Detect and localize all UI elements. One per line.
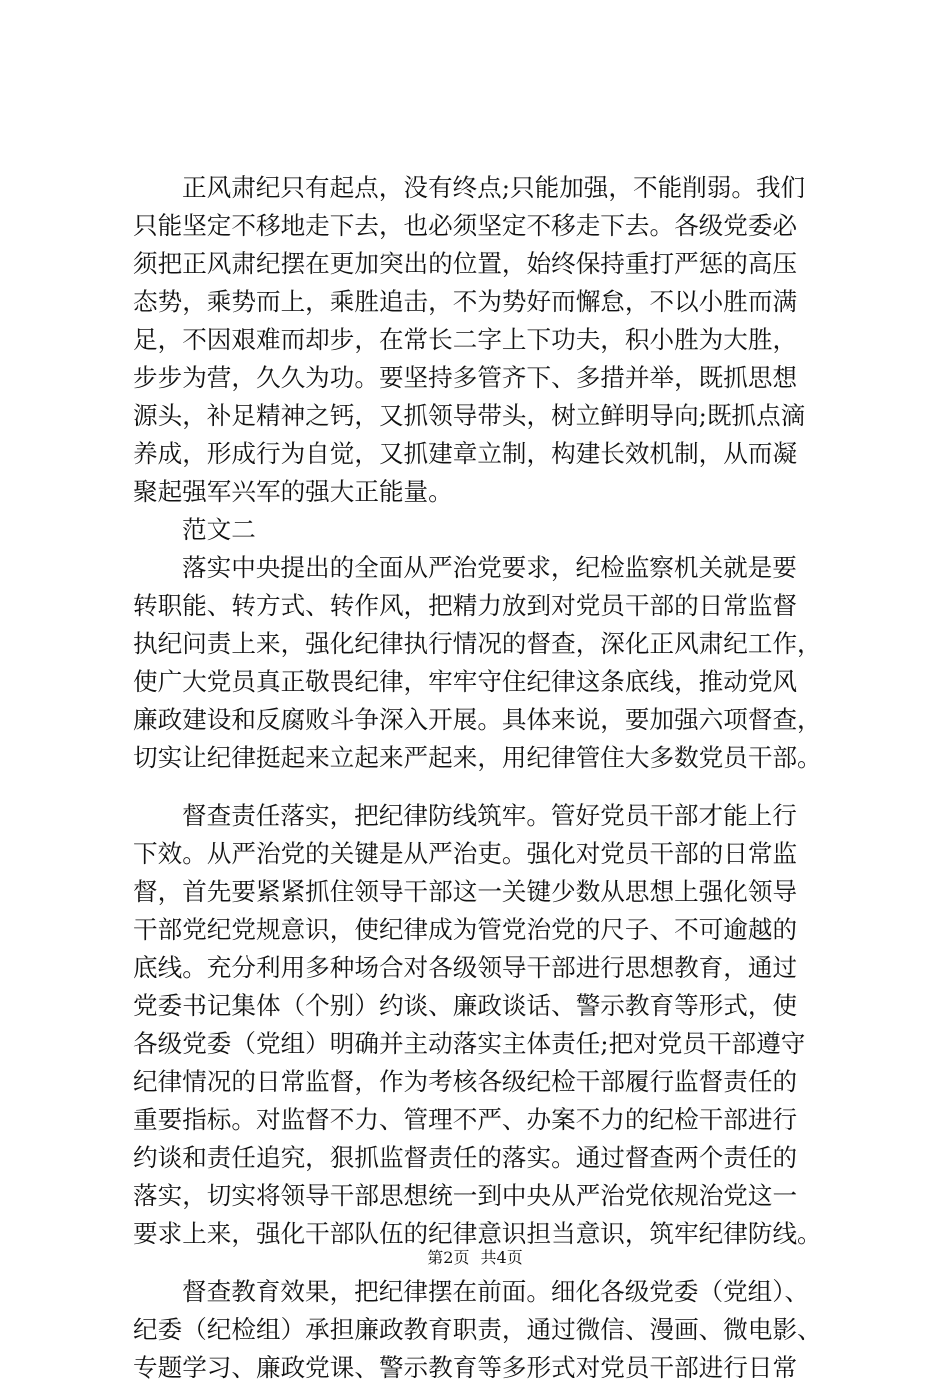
text-line: 足，不因艰难而却步，在常长二字上下功夫，积小胜为大胜， bbox=[133, 325, 798, 354]
text-line: 要求上来，强化干部队伍的纪律意识担当意识，筑牢纪律防线。 bbox=[133, 1219, 822, 1248]
document-body bbox=[133, 169, 833, 1387]
text-line: 约谈和责任追究，狠抓监督责任的落实。通过督查两个责任的 bbox=[133, 1143, 798, 1172]
paragraph-4 bbox=[133, 1273, 833, 1387]
text-line: 源头，补足精神之钙，又抓领导带头，树立鲜明导向;既抓点滴 bbox=[133, 401, 806, 430]
text-line: 使广大党员真正敬畏纪律，牢牢守住纪律这条底线，推动党风 bbox=[133, 667, 798, 696]
text-line: 正风肃纪只有起点，没有终点;只能加强，不能削弱。我们 bbox=[182, 173, 806, 202]
text-line: 态势，乘势而上，乘胜追击，不为势好而懈怠，不以小胜而满 bbox=[133, 287, 798, 316]
text-line: 落实中央提出的全面从严治党要求，纪检监察机关就是要 bbox=[182, 553, 797, 582]
text-line: 纪委（纪检组）承担廉政教育职责，通过微信、漫画、微电影、 bbox=[133, 1315, 822, 1344]
text-line: 聚起强军兴军的强大正能量。 bbox=[133, 477, 453, 506]
text-line: 切实让纪律挺起来立起来严起来，用纪律管住大多数党员干部。 bbox=[133, 743, 822, 772]
page-number: 第2页 bbox=[427, 1248, 470, 1267]
page-footer bbox=[0, 1245, 950, 1268]
text-line: 下效。从严治党的关键是从严治吏。强化对党员干部的日常监 bbox=[133, 839, 798, 868]
text-line: 落实，切实将领导干部思想统一到中央从严治党依规治党这一 bbox=[133, 1181, 798, 1210]
text-line: 只能坚定不移地走下去，也必须坚定不移走下去。各级党委必 bbox=[133, 211, 798, 240]
text-line: 重要指标。对监督不力、管理不严、办案不力的纪检干部进行 bbox=[133, 1105, 798, 1134]
text-line: 执纪问责上来，强化纪律执行情况的督查，深化正风肃纪工作， bbox=[133, 629, 822, 658]
text-line: 纪律情况的日常监督，作为考核各级纪检干部履行监督责任的 bbox=[133, 1067, 798, 1096]
text-line: 各级党委（党组）明确并主动落实主体责任;把对党员干部遵守 bbox=[133, 1029, 806, 1058]
text-line: 干部党纪党规意识，使纪律成为管党治党的尺子、不可逾越的 bbox=[133, 915, 798, 944]
text-line: 步步为营，久久为功。要坚持多管齐下、多措并举，既抓思想 bbox=[133, 363, 798, 392]
paragraph-spacer bbox=[133, 777, 833, 797]
text-line: 专题学习、廉政党课、警示教育等多形式对党员干部进行日常 bbox=[133, 1353, 798, 1382]
text-line: 督查责任落实，把纪律防线筑牢。管好党员干部才能上行 bbox=[182, 801, 797, 830]
text-line: 养成，形成行为自觉，又抓建章立制，构建长效机制，从而凝 bbox=[133, 439, 798, 468]
text-line: 督查教育效果，把纪律摆在前面。细化各级党委（党组）、 bbox=[182, 1277, 810, 1306]
paragraph-3 bbox=[133, 797, 833, 1253]
paragraph-1 bbox=[133, 169, 833, 511]
text-line: 党委书记集体（个别）约谈、廉政谈话、警示教育等形式，使 bbox=[133, 991, 798, 1020]
section-heading bbox=[133, 511, 833, 549]
heading-text: 范文二 bbox=[182, 515, 256, 544]
text-line: 廉政建设和反腐败斗争深入开展。具体来说，要加强六项督查， bbox=[133, 705, 822, 734]
text-line: 底线。充分利用多种场合对各级领导干部进行思想教育，通过 bbox=[133, 953, 798, 982]
text-line: 须把正风肃纪摆在更加突出的位置，始终保持重打严惩的高压 bbox=[133, 249, 798, 278]
text-line: 转职能、转方式、转作风，把精力放到对党员干部的日常监督 bbox=[133, 591, 798, 620]
page-total: 共4页 bbox=[480, 1248, 523, 1267]
text-line: 督，首先要紧紧抓住领导干部这一关键少数从思想上强化领导 bbox=[133, 877, 798, 906]
paragraph-2 bbox=[133, 549, 833, 777]
